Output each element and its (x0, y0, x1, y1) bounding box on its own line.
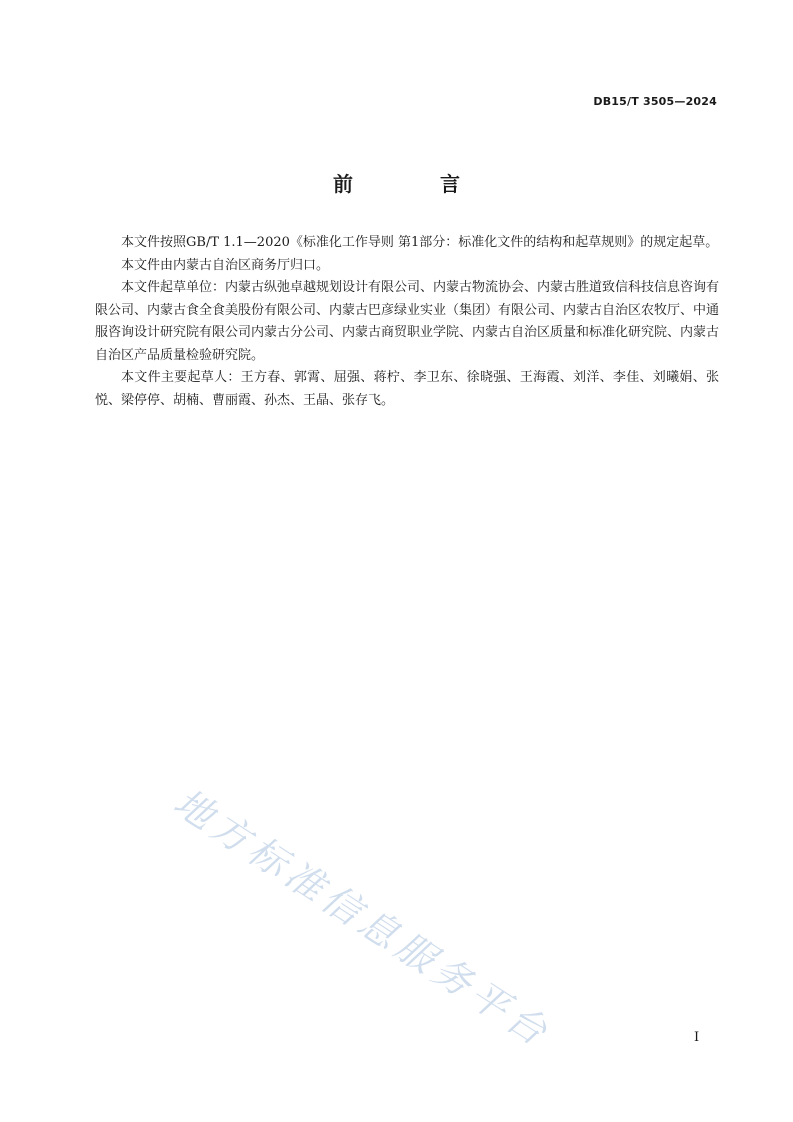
foreword-body (95, 232, 719, 412)
page-number: I (694, 1030, 700, 1045)
watermark: 地方标准信息服务平台 (166, 779, 560, 1057)
paragraph-drafting-rules: 本文件按照GB/T 1.1—2020《标准化工作导则 第1部分：标准化文件的结构和起草规则》的规定起草。 (121, 235, 719, 250)
paragraph-drafters: 本文件主要起草人：王方春、郭霄、屈强、蒋柠、李卫东、徐晓强、王海霞、刘洋、李佳、刘曦娟、张悦、梁停停、胡楠、曹丽霞、孙杰、王晶、张存飞。 (95, 370, 719, 408)
page-title: 前 言 (333, 172, 500, 196)
paragraph-drafting-units: 本文件起草单位：内蒙古纵弛卓越规划设计有限公司、内蒙古物流协会、内蒙古胜道致信科技信息咨询有限公司、内蒙古食全食美股份有限公司、内蒙古巴彦绿业实业（集团）有限公司、内蒙古自治区农牧厅、中通服咨询设计研究院有限公司内蒙古分公司、内蒙古商贸职业学院、内蒙古自治区质量和标准化研究院、内蒙古自治区产品质量检验研究院。 (95, 280, 720, 363)
paragraph-responsible-dept: 本文件由内蒙古自治区商务厅归口。 (121, 257, 330, 273)
document-code: DB15/T 3505—2024 (593, 95, 717, 108)
